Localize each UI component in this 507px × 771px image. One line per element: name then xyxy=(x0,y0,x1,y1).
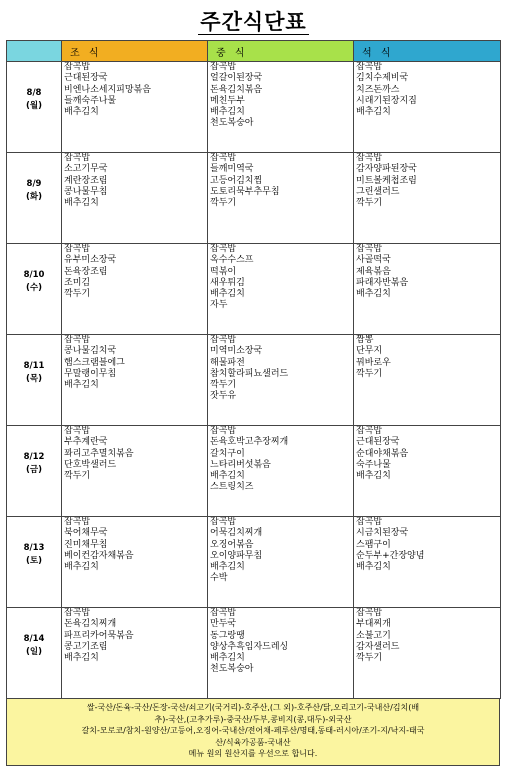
menu-item: 비엔나소세지피망볶음 xyxy=(64,84,151,95)
menu-item: 배추김치 xyxy=(210,289,245,300)
dinner-cell xyxy=(354,62,501,153)
menu-item: 짬뽕 xyxy=(356,335,374,345)
menu-item: 진미채무침 xyxy=(64,539,108,550)
lunch-cell xyxy=(208,608,354,699)
menu-item: 미역미소장국 xyxy=(210,346,263,357)
lunch-cell xyxy=(208,335,354,426)
menu-item: 배추김치 xyxy=(356,107,391,118)
menu-item: 떡볶이 xyxy=(210,266,237,277)
breakfast-cell xyxy=(62,608,208,699)
menu-item: 파래자반볶음 xyxy=(356,277,409,288)
menu-item: 잡곡밥 xyxy=(356,426,383,436)
breakfast-cell xyxy=(62,153,208,244)
menu-item: 근대된장국 xyxy=(356,437,400,448)
menu-item: 깍두기 xyxy=(64,289,91,300)
breakfast-cell xyxy=(62,426,208,517)
menu-item: 잣두유 xyxy=(210,391,237,402)
date-label: 8/13 xyxy=(23,543,45,553)
menu-item: 잡곡밥 xyxy=(64,335,91,345)
menu-item: 조미김 xyxy=(64,277,91,288)
menu-item: 잡곡밥 xyxy=(210,517,237,527)
date-cell xyxy=(7,517,62,608)
menu-item: 참치할라피뇨샐러드 xyxy=(210,368,289,379)
date-cell xyxy=(7,426,62,517)
menu-item: 순두부+간장양념 xyxy=(356,550,425,561)
dinner-cell xyxy=(354,517,501,608)
menu-item: 꿔바로우 xyxy=(356,357,391,368)
menu-item: 부대찌개 xyxy=(356,619,391,630)
menu-item: 배추김치 xyxy=(210,471,245,482)
date-cell xyxy=(7,62,62,153)
menu-item: 돈육호박고추장찌개 xyxy=(210,437,289,448)
menu-item: 들깨미역국 xyxy=(210,164,254,175)
menu-item: 배추김치 xyxy=(356,562,391,573)
menu-item: 북어채무국 xyxy=(64,528,108,539)
menu-item: 양상추흑임자드레싱 xyxy=(210,641,289,652)
menu-item: 미트볼케첩조림 xyxy=(356,175,417,186)
weekday-label: (금) xyxy=(26,465,42,475)
origin-notice xyxy=(6,699,500,766)
menu-item: 근대된장국 xyxy=(64,73,108,84)
date-label: 8/10 xyxy=(23,270,45,280)
menu-item: 배추김치 xyxy=(356,289,391,300)
menu-item: 숙주나물 xyxy=(356,459,391,470)
menu-item: 들깨숙주나물 xyxy=(64,95,117,106)
menu-item: 깍두기 xyxy=(356,368,383,379)
dinner-cell xyxy=(354,335,501,426)
date-cell xyxy=(7,608,62,699)
menu-item: 무말랭이무침 xyxy=(64,368,117,379)
menu-item: 잡곡밥 xyxy=(64,608,91,618)
weekday-label: (화) xyxy=(26,192,42,202)
menu-item: 깍두기 xyxy=(356,653,383,664)
header-lunch: 중 식 xyxy=(208,41,354,62)
menu-item: 콩나물김치국 xyxy=(64,346,117,357)
menu-item: 어묵김치찌개 xyxy=(210,528,263,539)
menu-item: 사골떡국 xyxy=(356,255,391,266)
breakfast-cell xyxy=(62,62,208,153)
menu-item: 잡곡밥 xyxy=(210,153,237,163)
menu-item: 천도복숭아 xyxy=(210,664,254,675)
menu-item: 오징어볶음 xyxy=(210,539,254,550)
menu-item: 김치수제비국 xyxy=(356,73,409,84)
menu-item: 천도복숭아 xyxy=(210,118,254,129)
header-breakfast: 조 식 xyxy=(62,41,208,62)
menu-item: 잡곡밥 xyxy=(356,244,383,254)
menu-item: 치즈돈까스 xyxy=(356,84,400,95)
origin-line: 추)-국산,(고추가루)-중국산/두부,콩비지(콩,대두)-외국산 xyxy=(154,714,352,724)
menu-item: 잡곡밥 xyxy=(64,426,91,436)
lunch-cell xyxy=(208,517,354,608)
menu-item: 햄스크램블에그 xyxy=(64,357,125,368)
menu-item: 시금치된장국 xyxy=(356,528,409,539)
menu-item: 순대야채볶음 xyxy=(356,448,409,459)
menu-item: 메친두부 xyxy=(210,95,245,106)
date-label: 8/12 xyxy=(23,452,45,462)
menu-item: 고등어김치찜 xyxy=(210,175,263,186)
menu-item: 느타리버섯볶음 xyxy=(210,459,271,470)
menu-item: 파프리카어묵볶음 xyxy=(64,630,134,641)
date-label: 8/14 xyxy=(23,634,45,644)
menu-item: 스트링치즈 xyxy=(210,482,254,493)
menu-item: 잡곡밥 xyxy=(64,517,91,527)
menu-item: 배추김치 xyxy=(64,107,99,118)
menu-item: 유부미소장국 xyxy=(64,255,117,266)
menu-item: 돈육김치찌개 xyxy=(64,619,117,630)
table-row xyxy=(7,426,501,517)
menu-item: 돈육김치볶음 xyxy=(210,84,263,95)
menu-item: 잡곡밥 xyxy=(210,608,237,618)
menu-item: 깍두기 xyxy=(356,198,383,209)
menu-item: 새우튀김 xyxy=(210,277,245,288)
breakfast-cell xyxy=(62,335,208,426)
weekday-label: (목) xyxy=(26,374,42,384)
menu-item: 해물파전 xyxy=(210,357,245,368)
origin-line: 쌀-국산/돈육-국산/돈장-국산/쇠고기(국거리)-호주산,(그 외)-호주산/닭,오리고기-국내산/김치(배 xyxy=(86,703,420,712)
menu-item: 깍두기 xyxy=(210,198,237,209)
menu-item: 돈육장조림 xyxy=(64,266,108,277)
weekday-label: (일) xyxy=(26,647,42,657)
menu-item: 만두국 xyxy=(210,619,237,630)
table-row xyxy=(7,153,501,244)
breakfast-cell xyxy=(62,517,208,608)
table-row xyxy=(7,517,501,608)
menu-item: 잡곡밥 xyxy=(356,608,383,618)
menu-item: 배추김치 xyxy=(64,380,99,391)
menu-item: 잡곡밥 xyxy=(356,62,383,72)
menu-item: 감자샐러드 xyxy=(356,641,400,652)
origin-line: 갈치-모로코/참치-원양산/고등어,오징어-국내산/전어채-페루산/명태,동태-러시아/조기-지/낙지-태국 xyxy=(81,726,425,735)
date-cell xyxy=(7,244,62,335)
menu-item: 배추김치 xyxy=(210,107,245,118)
breakfast-cell xyxy=(62,244,208,335)
page-title: 주간식단표 xyxy=(200,10,307,34)
menu-item: 얼갈이된장국 xyxy=(210,73,263,84)
header-date xyxy=(7,41,62,62)
menu-item: 오이양파무침 xyxy=(210,550,263,561)
menu-item: 부추계란국 xyxy=(64,437,108,448)
menu-item: 잡곡밥 xyxy=(64,153,91,163)
menu-item: 잡곡밥 xyxy=(210,426,237,436)
dinner-cell xyxy=(354,153,501,244)
menu-item: 잡곡밥 xyxy=(210,244,237,254)
dinner-cell xyxy=(354,426,501,517)
menu-item: 갈치구이 xyxy=(210,448,245,459)
date-label: 8/8 xyxy=(26,88,42,98)
menu-item: 콩나물무침 xyxy=(64,186,108,197)
menu-item: 꽈리고추멸치볶음 xyxy=(64,448,134,459)
menu-item: 배추김치 xyxy=(64,198,99,209)
menu-item: 배추김치 xyxy=(210,653,245,664)
menu-item: 감자양파된장국 xyxy=(356,164,417,175)
menu-item: 동그랑땡 xyxy=(210,630,245,641)
date-cell xyxy=(7,335,62,426)
menu-item: 잡곡밥 xyxy=(210,62,237,72)
menu-item: 자두 xyxy=(210,300,228,311)
origin-line: 메뉴 원의 원산지를 우선으로 합니다. xyxy=(188,749,318,758)
table-row xyxy=(7,244,501,335)
header-dinner: 석 식 xyxy=(354,41,501,62)
menu-item: 배추김치 xyxy=(210,562,245,573)
header-row xyxy=(7,41,501,62)
menu-item: 배추김치 xyxy=(64,653,99,664)
menu-item: 제육볶음 xyxy=(356,266,391,277)
menu-item: 계란장조림 xyxy=(64,175,108,186)
menu-item: 잡곡밥 xyxy=(356,153,383,163)
date-cell xyxy=(7,153,62,244)
dinner-cell xyxy=(354,244,501,335)
menu-item: 잡곡밥 xyxy=(64,62,91,72)
menu-item: 옥수수스프 xyxy=(210,255,254,266)
menu-item: 스팸구이 xyxy=(356,539,391,550)
menu-item: 잡곡밥 xyxy=(210,335,237,345)
dinner-cell xyxy=(354,608,501,699)
origin-line: 산/식육가공품-국내산 xyxy=(215,737,291,747)
menu-item: 수박 xyxy=(210,573,228,584)
menu-item: 소불고기 xyxy=(356,630,391,641)
menu-item: 콩고기조림 xyxy=(64,641,108,652)
weekday-label: (수) xyxy=(26,283,42,293)
menu-item: 단호박샐러드 xyxy=(64,459,117,470)
lunch-cell xyxy=(208,244,354,335)
date-label: 8/11 xyxy=(23,361,45,371)
menu-item: 잡곡밥 xyxy=(356,517,383,527)
lunch-cell xyxy=(208,426,354,517)
lunch-cell xyxy=(208,62,354,153)
menu-item: 도토리묵부추무침 xyxy=(210,186,280,197)
table-row xyxy=(7,335,501,426)
weekday-label: (월) xyxy=(26,101,42,111)
date-label: 8/9 xyxy=(26,179,42,189)
menu-item: 깍두기 xyxy=(64,471,91,482)
menu-item: 배추김치 xyxy=(64,562,99,573)
menu-item: 잡곡밥 xyxy=(64,244,91,254)
table-row xyxy=(7,608,501,699)
menu-item: 단무지 xyxy=(356,346,383,357)
weekday-label: (토) xyxy=(26,556,42,566)
menu-item: 그린샐러드 xyxy=(356,186,400,197)
menu-item: 시래기된장지짐 xyxy=(356,95,417,106)
menu-item: 배추김치 xyxy=(356,471,391,482)
menu-item: 소고기무국 xyxy=(64,164,108,175)
lunch-cell xyxy=(208,153,354,244)
menu-item: 베이컨감자채볶음 xyxy=(64,550,134,561)
menu-item: 깍두기 xyxy=(210,380,237,391)
weekly-menu-table xyxy=(6,40,501,699)
table-row xyxy=(7,62,501,153)
